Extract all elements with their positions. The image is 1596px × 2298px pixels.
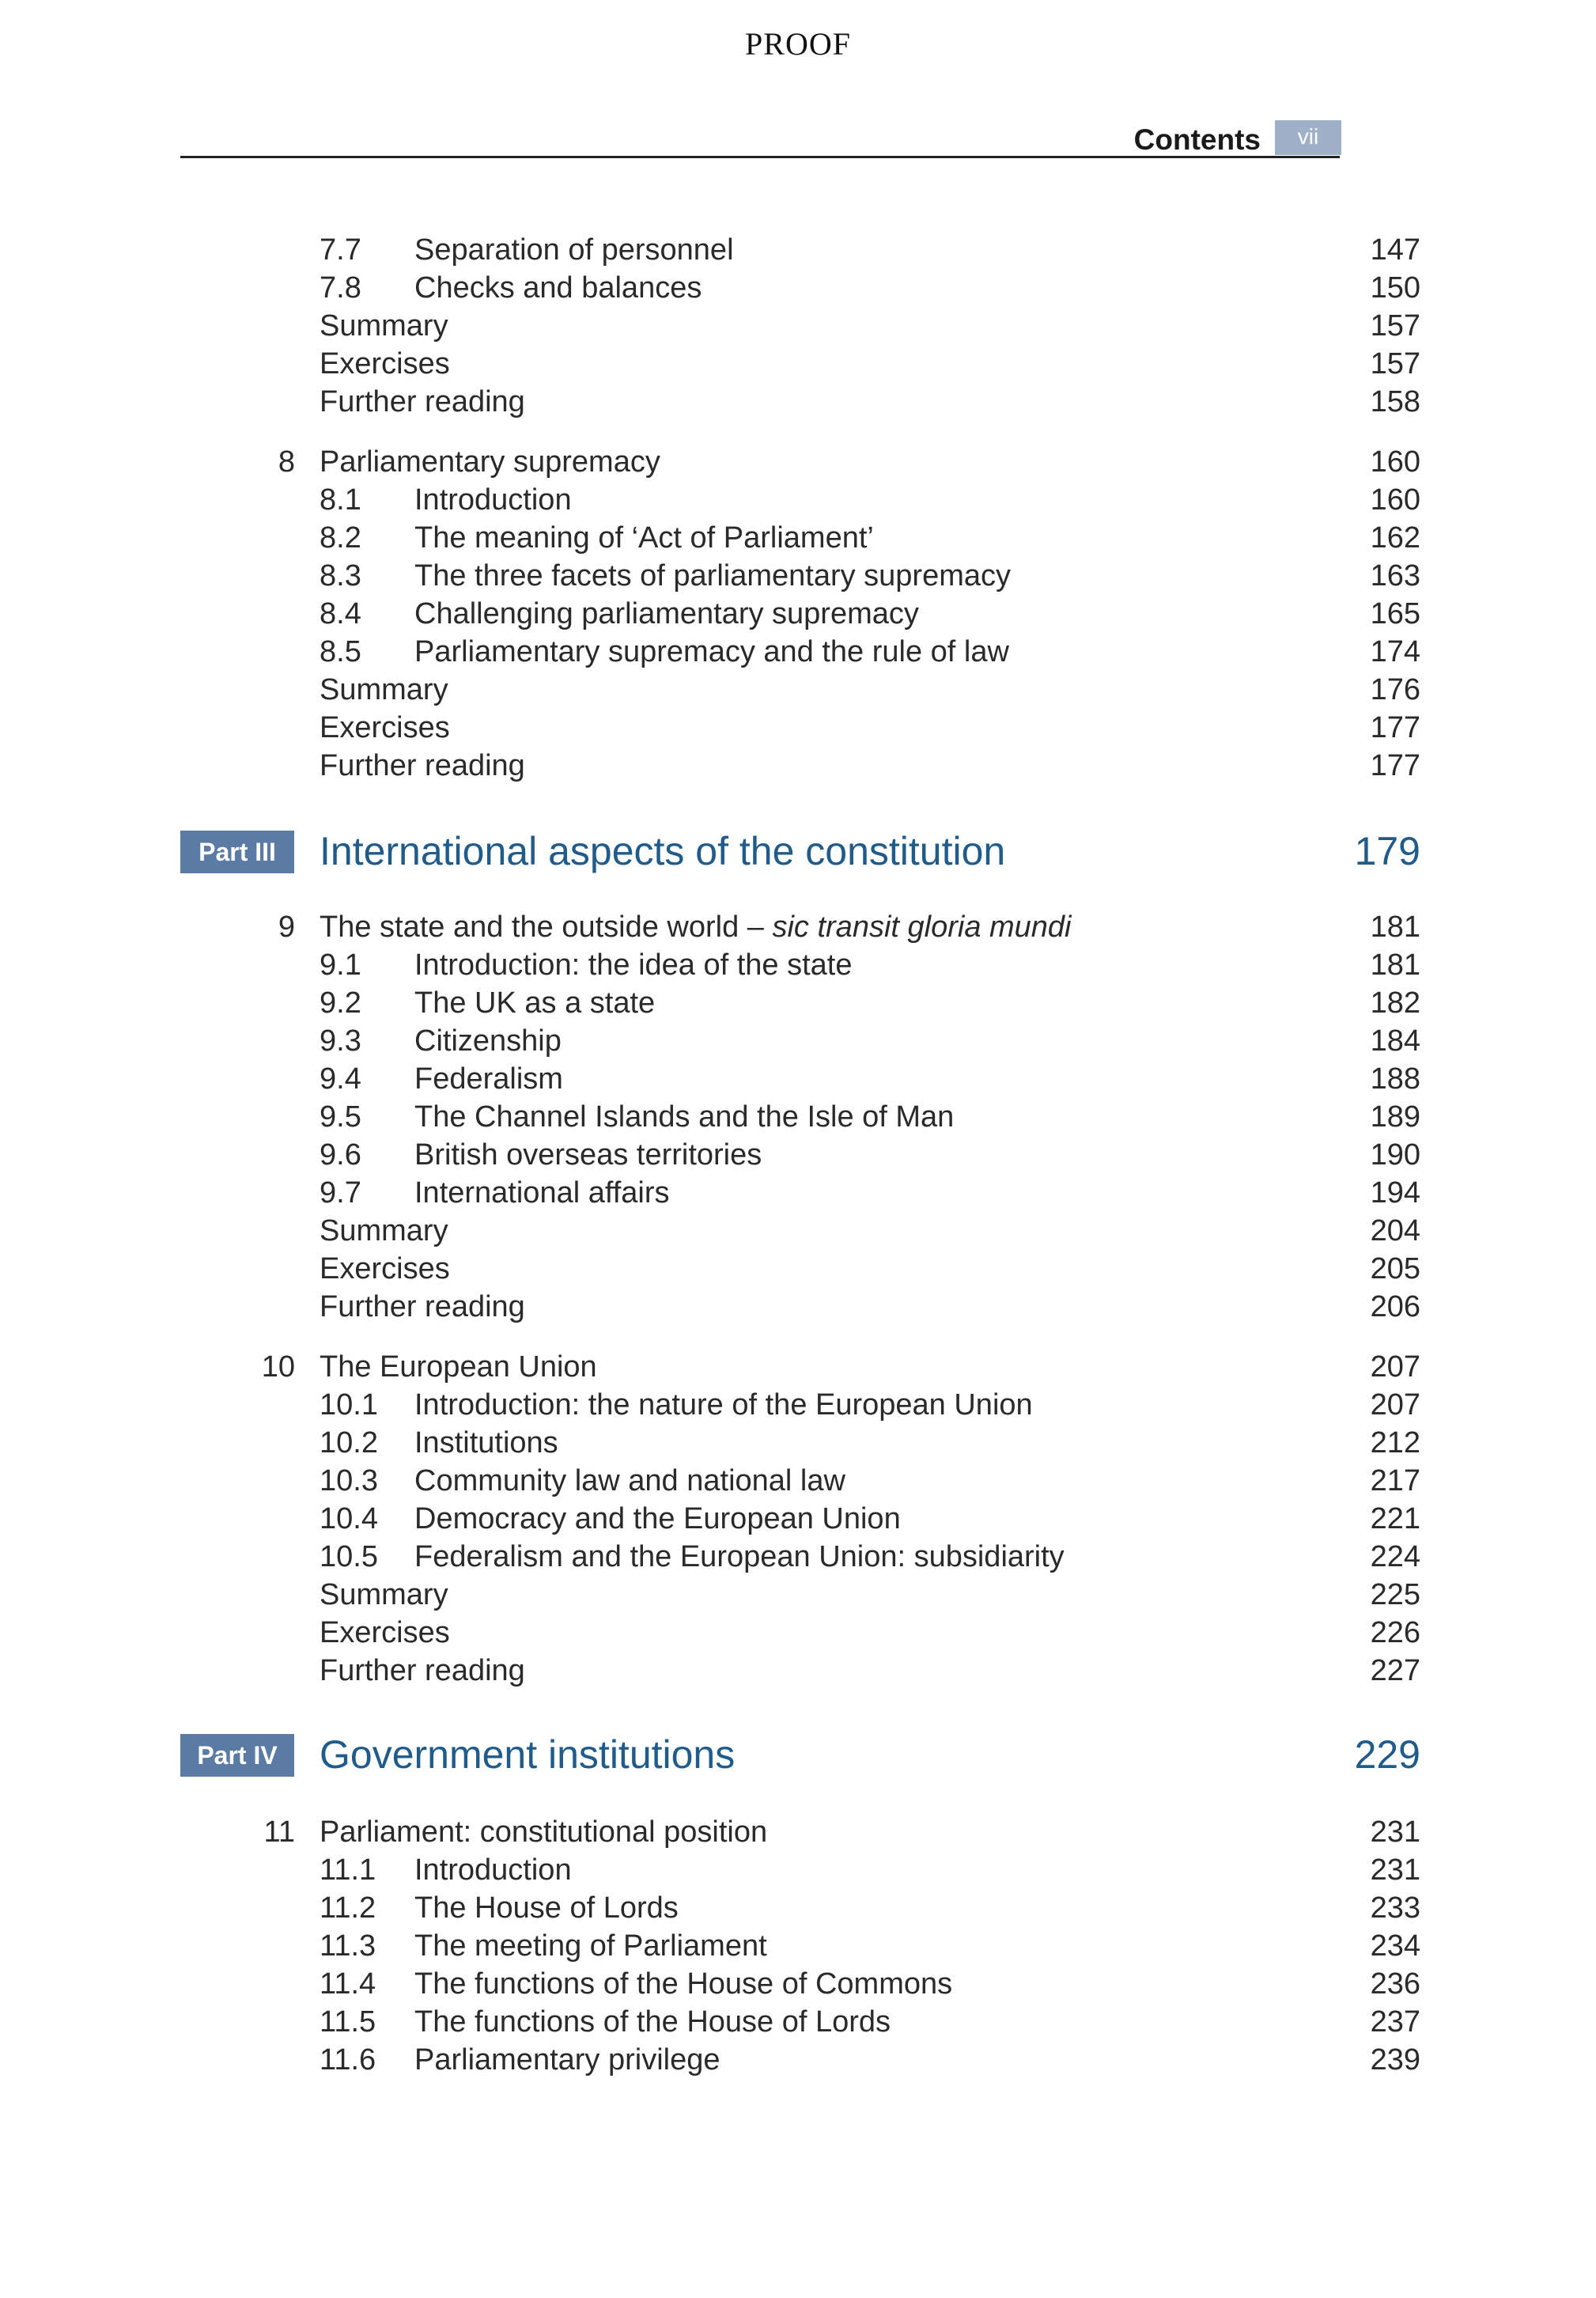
entry-title: Further reading xyxy=(320,749,525,782)
toc-section[interactable] xyxy=(180,519,1420,557)
page-number: 160 xyxy=(1370,445,1420,479)
section-number: 11.3 xyxy=(320,1929,376,1963)
entry-title: Exercises xyxy=(320,711,450,744)
running-header xyxy=(180,117,1341,158)
toc-further-reading[interactable] xyxy=(180,1652,1420,1690)
section-number: 10.1 xyxy=(320,1388,378,1422)
toc-chapter-11[interactable] xyxy=(180,1813,1420,1851)
section-number: 11.6 xyxy=(320,2043,376,2077)
section-title: Federalism xyxy=(414,1062,563,1096)
chapter-number: 8 xyxy=(278,445,295,479)
section-title: Citizenship xyxy=(414,1024,562,1058)
toc-summary[interactable] xyxy=(180,1576,1420,1614)
section-title: The House of Lords xyxy=(414,1891,679,1925)
toc-section[interactable] xyxy=(180,595,1420,633)
section-number: 8.1 xyxy=(320,483,361,517)
section-number: 11.1 xyxy=(320,1853,376,1887)
section-title: Community law and national law xyxy=(414,1464,845,1497)
page-number: 207 xyxy=(1370,1350,1420,1384)
toc-section[interactable] xyxy=(180,946,1420,984)
entry-title: Further reading xyxy=(320,1654,525,1687)
toc-summary[interactable] xyxy=(180,671,1420,709)
toc-chapter-10[interactable] xyxy=(180,1348,1420,1386)
page-number: 184 xyxy=(1370,1024,1420,1058)
toc-section[interactable] xyxy=(180,1965,1420,2003)
page-number: 190 xyxy=(1370,1138,1420,1172)
page-number: 217 xyxy=(1370,1464,1420,1497)
toc-exercises[interactable] xyxy=(180,345,1420,383)
toc-section[interactable] xyxy=(180,2003,1420,2041)
entry-title: Exercises xyxy=(320,1616,450,1649)
section-number: 10.2 xyxy=(320,1426,378,1459)
entry-title: Summary xyxy=(320,1214,448,1247)
toc-exercises[interactable] xyxy=(180,709,1420,747)
entry-title: Summary xyxy=(320,309,448,343)
toc-exercises[interactable] xyxy=(180,1250,1420,1288)
page-number: 188 xyxy=(1370,1062,1420,1096)
section-number: 11.4 xyxy=(320,1967,376,2001)
chapter-number: 10 xyxy=(261,1350,295,1384)
page-number: 157 xyxy=(1370,309,1420,343)
page-number: 177 xyxy=(1370,711,1420,744)
section-number: 9.3 xyxy=(320,1024,361,1058)
toc-summary[interactable] xyxy=(180,1212,1420,1250)
toc-section[interactable] xyxy=(180,1462,1420,1500)
section-title: The functions of the House of Lords xyxy=(414,2005,891,2039)
toc-further-reading[interactable] xyxy=(180,1288,1420,1326)
section-title: The meaning of ‘Act of Parliament’ xyxy=(414,521,874,555)
toc-section[interactable] xyxy=(180,557,1420,595)
section-number: 9.4 xyxy=(320,1062,361,1096)
section-title: Checks and balances xyxy=(414,271,702,305)
toc-section[interactable] xyxy=(180,1851,1420,1889)
page-number: 224 xyxy=(1370,1540,1420,1573)
page-number: 165 xyxy=(1370,597,1420,630)
toc-section[interactable] xyxy=(180,1060,1420,1098)
section-number: 8.4 xyxy=(320,597,361,630)
toc-section[interactable] xyxy=(180,1538,1420,1576)
page-number: 205 xyxy=(1370,1252,1420,1285)
section-title: Introduction: the nature of the European Union xyxy=(414,1388,1033,1422)
toc-section[interactable] xyxy=(180,1136,1420,1174)
toc-section[interactable] xyxy=(180,231,1420,269)
page-number: 194 xyxy=(1370,1176,1420,1210)
section-title: The meeting of Parliament xyxy=(414,1929,767,1963)
chapter-title-text: The state and the outside world – xyxy=(320,910,773,944)
section-title: The Channel Islands and the Isle of Man xyxy=(414,1100,955,1134)
page-number: 212 xyxy=(1370,1426,1420,1459)
page-number: 234 xyxy=(1370,1929,1420,1963)
section-number: 7.7 xyxy=(320,233,361,267)
toc-chapter-9[interactable] xyxy=(180,908,1420,946)
page-number: 231 xyxy=(1370,1853,1420,1887)
section-title: Federalism and the European Union: subsidiarity xyxy=(414,1540,1065,1573)
page-number: 179 xyxy=(1354,829,1420,873)
section-number: 9.7 xyxy=(320,1176,361,1210)
section-title: Parliamentary privilege xyxy=(414,2043,720,2077)
section-title: Institutions xyxy=(414,1426,558,1459)
page-number: 174 xyxy=(1370,635,1420,668)
page-number: 157 xyxy=(1370,347,1420,380)
toc-section[interactable] xyxy=(180,984,1420,1022)
toc-section[interactable] xyxy=(180,1098,1420,1136)
section-number: 11.5 xyxy=(320,2005,376,2039)
page-number: 158 xyxy=(1370,385,1420,418)
section-number: 11.2 xyxy=(320,1891,376,1925)
section-number: 9.2 xyxy=(320,986,361,1020)
entry-title: Exercises xyxy=(320,1252,450,1285)
section-title: The UK as a state xyxy=(414,986,656,1020)
section-number: 10.4 xyxy=(320,1502,378,1535)
section-number: 7.8 xyxy=(320,271,361,305)
page-number: 147 xyxy=(1370,233,1420,267)
section-title: Democracy and the European Union xyxy=(414,1502,901,1535)
part-badge: Part III xyxy=(180,831,294,873)
header-title: Contents xyxy=(1133,123,1261,156)
section-title: Parliamentary supremacy and the rule of law xyxy=(414,635,1009,668)
section-title: International affairs xyxy=(414,1176,670,1210)
toc-section[interactable] xyxy=(180,1424,1420,1462)
toc-section[interactable] xyxy=(180,1174,1420,1212)
toc-section[interactable] xyxy=(180,1022,1420,1060)
page-number: 182 xyxy=(1370,986,1420,1020)
page-number: 181 xyxy=(1370,910,1420,944)
toc-exercises[interactable] xyxy=(180,1614,1420,1652)
section-number: 8.2 xyxy=(320,521,361,555)
toc-chapter-8[interactable] xyxy=(180,443,1420,481)
section-number: 8.5 xyxy=(320,635,361,668)
toc-section[interactable] xyxy=(180,1386,1420,1424)
part-badge: Part IV xyxy=(180,1734,294,1777)
section-number: 9.6 xyxy=(320,1138,361,1172)
entry-title: Further reading xyxy=(320,385,525,418)
page-number: 239 xyxy=(1370,2043,1420,2077)
page-number: 189 xyxy=(1370,1100,1420,1134)
toc-part-3[interactable] xyxy=(180,829,1420,876)
page-number: 176 xyxy=(1370,673,1420,706)
page-number: 225 xyxy=(1370,1578,1420,1611)
page-number: 181 xyxy=(1370,948,1420,982)
page-number: 150 xyxy=(1370,271,1420,305)
entry-title: Exercises xyxy=(320,347,450,380)
entry-title: Further reading xyxy=(320,1290,525,1323)
entry-title: Summary xyxy=(320,1578,448,1611)
toc-further-reading[interactable] xyxy=(180,747,1420,785)
toc-section[interactable] xyxy=(180,269,1420,307)
entry-title: Summary xyxy=(320,673,448,706)
section-title: British overseas territories xyxy=(414,1138,762,1172)
header-page-number: vii xyxy=(1275,120,1341,155)
page-number: 207 xyxy=(1370,1388,1420,1422)
page-number: 162 xyxy=(1370,521,1420,555)
chapter-title: Parliamentary supremacy xyxy=(320,445,660,479)
page-number: 226 xyxy=(1370,1616,1420,1649)
page-number: 227 xyxy=(1370,1654,1420,1687)
toc-section[interactable] xyxy=(180,633,1420,671)
section-number: 9.5 xyxy=(320,1100,361,1134)
section-title: Introduction: the idea of the state xyxy=(414,948,853,982)
page-number: 233 xyxy=(1370,1891,1420,1925)
section-title: Introduction xyxy=(414,483,572,517)
proof-watermark: PROOF xyxy=(745,26,851,62)
toc-section[interactable] xyxy=(180,1889,1420,1927)
page-number: 229 xyxy=(1354,1732,1420,1777)
part-title: International aspects of the constitution xyxy=(320,829,1006,873)
chapter-title: Parliament: constitutional position xyxy=(320,1815,768,1849)
page-number: 163 xyxy=(1370,559,1420,592)
page-number: 236 xyxy=(1370,1967,1420,2001)
section-title: The three facets of parliamentary supremacy xyxy=(414,559,1012,592)
section-title: Introduction xyxy=(414,1853,572,1887)
page-number: 204 xyxy=(1370,1214,1420,1247)
chapter-number: 9 xyxy=(278,910,295,944)
section-number: 9.1 xyxy=(320,948,361,982)
section-title: Challenging parliamentary supremacy xyxy=(414,597,919,630)
page-number: 221 xyxy=(1370,1502,1420,1535)
chapter-number: 11 xyxy=(263,1815,295,1849)
section-number: 10.5 xyxy=(320,1540,378,1573)
toc-summary[interactable] xyxy=(180,307,1420,345)
chapter-title: The European Union xyxy=(320,1350,597,1384)
section-title: The functions of the House of Commons xyxy=(414,1967,953,2001)
chapter-title-italic: sic transit gloria mundi xyxy=(772,910,1072,944)
page-number: 231 xyxy=(1370,1815,1420,1849)
toc-part-4[interactable] xyxy=(180,1732,1420,1780)
part-title: Government institutions xyxy=(320,1732,736,1777)
toc-section[interactable] xyxy=(180,481,1420,519)
page-number: 237 xyxy=(1370,2005,1420,2039)
section-number: 8.3 xyxy=(320,559,361,592)
section-title: Separation of personnel xyxy=(414,233,734,267)
toc-section[interactable] xyxy=(180,1500,1420,1538)
page-number: 206 xyxy=(1370,1290,1420,1323)
page-number: 160 xyxy=(1370,483,1420,517)
chapter-title xyxy=(320,908,1072,946)
section-number: 10.3 xyxy=(320,1464,378,1497)
toc-further-reading[interactable] xyxy=(180,383,1420,421)
toc-section[interactable] xyxy=(180,1927,1420,1965)
page-number: 177 xyxy=(1370,749,1420,782)
toc-section[interactable] xyxy=(180,2041,1420,2079)
